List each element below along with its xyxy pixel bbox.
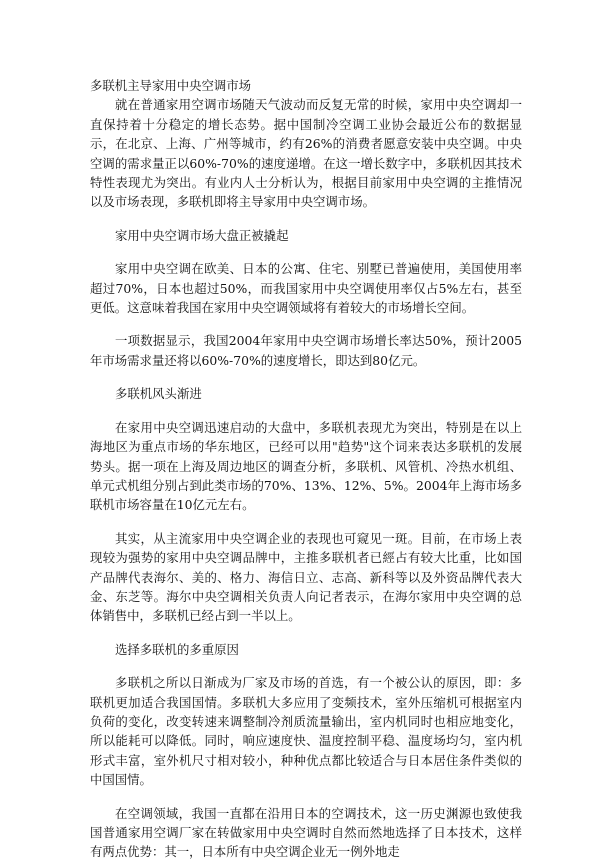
spacer — [90, 317, 522, 331]
intro-paragraph: 就在普通家用空调市场随天气波动而反复无常的时候，家用中央空调却一直保持着十分稳定的增长态势。据中国制冷空调工业协会最近公布的数据显示，在北京、上海、广州等城市，约有26%的消费者愿意安装中央空调。中央空调的需求量正以60%-70%的速度递增。在这一增长数字中，多联机因其技术特性表现尤为突出。有业内人士分析认为，根据目前家用中央空调的主推情况以及市场表现，多联机即将主导家用中央空调市场。 — [90, 97, 522, 210]
spacer — [90, 212, 522, 226]
spacer — [90, 245, 522, 259]
spacer — [90, 790, 522, 804]
section-paragraph: 在家用中央空调迅速启动的大盘中，多联机表现尤为突出，特别是在以上海地区为重点市场的华东地区，已经可以用"趋势"这个词来表达多联机的发展势头。据一项在上海及周边地区的调查分析，多联机、风管机、冷热水机组、单元式机组分别占到此类市场的70%、13%、12%、5%。2004年上海市场多联机市场容量在10亿元左右。 — [90, 419, 522, 513]
spacer — [90, 370, 522, 384]
section-paragraph: 多联机之所以日渐成为厂家及市场的首选，有一个被公认的原因，即：多联机更加适合我国国情。多联机大多应用了变频技术，室外压缩机可根据室内负荷的变化，改变转速来调整制冷剂质流量输出，室内机同时也相应地变化，所以能耗可以降低。同时，响应速度快、温度控制平稳、温度场均匀，室内机形式丰富，室外机尺寸相对较小，种种优点都比较适合与日本居住条件类似的中国国情。 — [90, 675, 522, 788]
section-paragraph: 一项数据显示，我国2004年家用中央空调市场增长率达50%，预计2005年市场需求量还将以60%-70%的速度增长，即达到80亿元。 — [90, 333, 522, 368]
section-heading-market: 家用中央空调市场大盘正被撬起 — [115, 227, 289, 243]
section-heading-reasons: 选择多联机的多重原因 — [115, 641, 239, 657]
spacer — [90, 659, 522, 673]
document-page — [90, 76, 522, 862]
section-paragraph: 家用中央空调在欧美、日本的公寓、住宅、别墅已普遍使用，美国使用率超过70%，日本也超过50%，而我国家用中央空调使用率仅占5%左右，甚至更低。这意味着我国在家用中央空调领域将有着较大的市场增长空间。 — [90, 261, 522, 316]
spacer — [90, 404, 522, 418]
section-paragraph: 在空调领域，我国一直都在沿用日本的空调技术，这一历史渊源也致使我国普通家用空调厂家在转做家用中央空调时自然而然地选择了日本技术，这样有两点优势：其一，日本所有中央空调企业无一例外地走 — [90, 805, 522, 860]
section-heading-trend: 多联机风头渐进 — [115, 386, 202, 402]
spacer — [90, 626, 522, 640]
section-paragraph: 其实，从主流家用中央空调企业的表现也可窥见一斑。目前，在市场上表现较为强势的家用中央空调品牌中，主推多联机者已經占有较大比重，比如国产品牌代表海尔、美的、格力、海信日立、志高、新科等以及外资品牌代表大金、东芝等。海尔中央空调相关负责人向记者表示，在海尔家用中央空调的总体销售中，多联机已经占到一半以上。 — [90, 530, 522, 624]
spacer — [90, 515, 522, 529]
document-title: 多联机主导家用中央空调市场 — [90, 78, 252, 93]
